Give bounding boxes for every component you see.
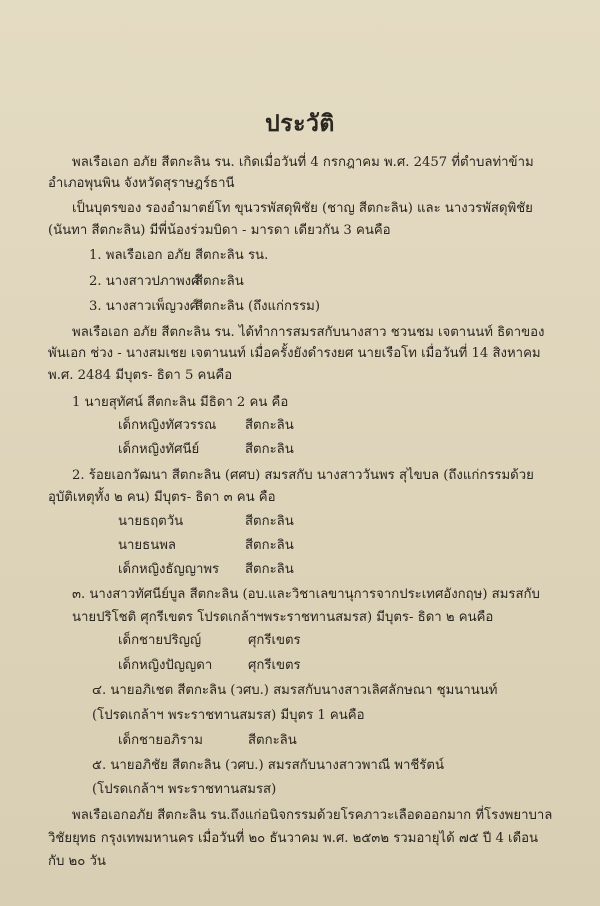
line-surname: สีตกะลิน — [248, 733, 297, 748]
text-line — [48, 488, 276, 508]
text-line — [118, 631, 301, 651]
line-surname: สีตกะลิน — [245, 514, 294, 529]
line-text: กับ ๒๐ วัน — [48, 854, 106, 869]
line-text: นายธนพล — [118, 538, 176, 553]
text-line — [72, 323, 545, 343]
line-text: เด็กหญิงปัญญดา — [118, 658, 213, 673]
line-text: เด็กชายปริญญ์ — [118, 633, 202, 648]
line-text: อุบัติเหตุทั้ง ๒ คน) มีบุตร- ธิดา ๓ คน คือ — [48, 490, 276, 505]
text-line — [92, 706, 365, 726]
text-line — [92, 681, 497, 701]
text-line — [72, 153, 534, 173]
text-line — [72, 199, 533, 219]
text-line — [92, 780, 276, 800]
text-line — [89, 297, 321, 317]
text-line — [48, 174, 235, 194]
line-surname: สีตกะลิน — [245, 442, 294, 457]
line-text: เด็กหญิงธัญญาพร — [118, 562, 220, 577]
line-text: ๓. นางสาวทัศนีย์บูล สีตกะลิน (อบ.และวิชาเลขานุการจากประเทศอังกฤษ) สมรสกับ — [72, 587, 540, 602]
text-line — [48, 344, 541, 364]
line-text: 3. นางสาวเพ็ญวงศ์ — [89, 299, 199, 314]
line-text: 2. นางสาวปภาพงศ์ — [89, 274, 200, 289]
line-text: อำเภอพุนพิน จังหวัดสุราษฎร์ธานี — [48, 176, 235, 191]
line-surname: สีตกะลิน — [245, 562, 294, 577]
page-title: ประวัติ — [265, 110, 335, 137]
text-line — [48, 366, 232, 386]
line-text: เป็นบุตรของ รองอำมาตย์โท ขุนวรพัสดุพิชัย (ชาญ สีตกะลิน) และ นางวรพัสดุพิชัย — [72, 201, 533, 216]
text-line — [48, 852, 106, 872]
line-text: 2. ร้อยเอกวัฒนา สีตกะลิน (ศศบ) สมรสกับ นางสาววันพร สุไขบล (ถึงแก่กรรมด้วย — [72, 468, 534, 483]
line-text: นายธฤตวัน — [118, 514, 184, 529]
line-text: เด็กหญิงทัศนีย์ — [118, 442, 200, 457]
line-text: นายปริโชติ ศุกรีเขตร โปรดเกล้าฯพระราชทานสมรส) มีบุตร- ธิดา ๒ คนคือ — [72, 610, 494, 625]
line-text: ๕. นายอภิชัย สีตกะลิน (วศบ.) สมรสกับนางสาวพาณี พาชีรัตน์ — [92, 758, 444, 773]
line-surname: ศุกรีเขตร — [248, 658, 301, 673]
text-line — [72, 608, 493, 628]
line-text: (โปรดเกล้าฯ พระราชทานสมรส) มีบุตร 1 คนคือ — [92, 708, 365, 723]
line-text: เด็กชายอภิราม — [118, 733, 203, 748]
line-surname: สีตกะลิน — [195, 274, 244, 289]
text-line — [118, 536, 294, 556]
text-line — [72, 585, 540, 605]
line-surname: สีตกะลิน รน. — [195, 248, 269, 263]
text-line — [118, 656, 301, 676]
text-line — [72, 466, 534, 486]
line-text: (นันทา สีตกะลิน) มีพี่น้องร่วมบิดา - มารดา เดียวกัน 3 คนคือ — [48, 223, 391, 238]
text-line — [118, 731, 297, 751]
line-surname: ศุกรีเขตร — [248, 633, 301, 648]
text-line — [89, 272, 244, 292]
line-text: วิชัยยุทธ กรุงเทพมหานคร เมื่อวันที่ ๒๐ ธันวาคม พ.ศ. ๒๕๓๒ รวมอายุได้ ๗๕ ปี 4 เดือน — [48, 831, 539, 846]
text-line — [48, 829, 538, 849]
line-text: พลเรือเอก อภัย สีตกะลิน รน. ได้ทำการสมรสกับนางสาว ชวนชม เจตานนท์ ธิดาของ — [72, 325, 545, 340]
text-line — [118, 512, 294, 532]
text-line — [48, 221, 391, 241]
text-line — [118, 416, 294, 436]
line-text: พ.ศ. 2484 มีบุตร- ธิดา 5 คนคือ — [48, 368, 233, 383]
line-text: พลเรือเอก อภัย สีตกะลิน รน. เกิดเมื่อวันที่ 4 กรกฎาคม พ.ศ. 2457 ที่ตำบลท่าข้าม — [72, 155, 534, 170]
text-line — [89, 246, 269, 266]
line-text: ๔. นายอภิเชต สีตกะลิน (วศบ.) สมรสกับนางสาวเลิศลักษณา ชุมนานนท์ — [92, 683, 498, 698]
line-text: 1. พลเรือเอก อภัย — [89, 248, 192, 263]
line-text: เด็กหญิงทัศวรรณ — [118, 418, 217, 433]
text-line — [72, 806, 552, 826]
text-line — [118, 440, 294, 460]
line-surname: สีตกะลิน — [245, 538, 294, 553]
text-line — [118, 560, 294, 580]
line-surname: สีตกะลิน (ถึงแก่กรรม) — [195, 299, 321, 314]
line-text: 1 นายสุทัศน์ สีตกะลิน มีธิดา 2 คน คือ — [72, 395, 289, 410]
text-line — [72, 393, 288, 413]
line-text: พลเรือเอกอภัย สีตกะลิน รน.ถึงแก่อนิจกรรมด้วยโรคภาวะเลือดออกมาก ที่โรงพยาบาล — [72, 808, 553, 823]
line-text: พันเอก ช่วง - นางสมเชย เจตานนท์ เมื่อครั้งยังดำรงยศ นายเรือโท เมื่อวันที่ 14 สิงหาคม — [48, 346, 541, 361]
line-surname: สีตกะลิน — [245, 418, 294, 433]
text-line — [92, 756, 444, 776]
line-text: (โปรดเกล้าฯ พระราชทานสมรส) — [92, 782, 277, 797]
